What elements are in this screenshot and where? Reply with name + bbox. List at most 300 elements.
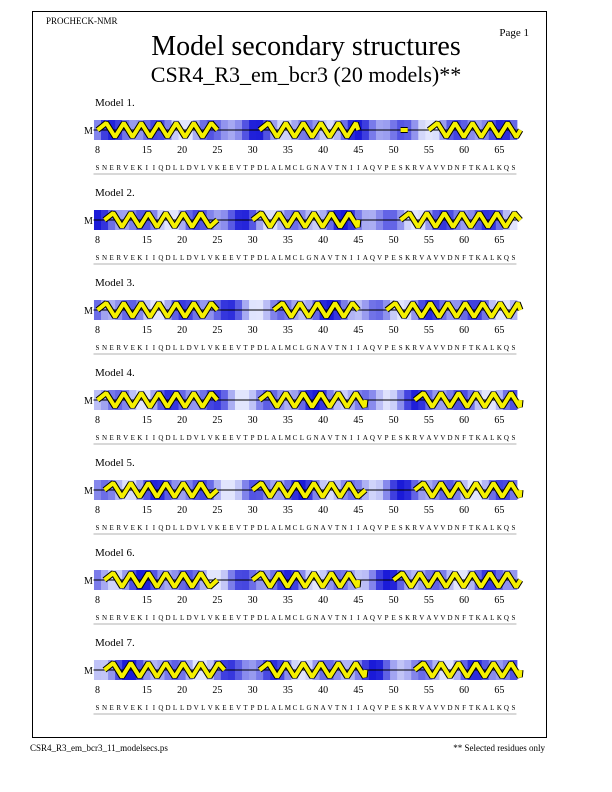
sequence-letter: L [179,614,185,622]
sequence-letter: E [130,704,135,712]
sequence-letter: D [447,704,453,712]
sequence-letter: M [284,254,291,262]
residue-number-tick: 40 [318,145,329,156]
sequence-letter: S [398,614,403,622]
sequence-letter: N [313,254,319,262]
model-plot [84,457,521,534]
sequence-letter: I [350,254,353,262]
sequence-letter: I [350,344,353,352]
sequence-letter: Q [158,704,164,712]
sequence-letter: K [405,614,411,622]
sequence-letter: G [306,704,312,712]
row-marker: M [84,306,93,317]
sequence-letter: I [350,434,353,442]
sequence-letter: V [376,164,383,172]
residue-number-tick: 60 [459,685,470,696]
sequence-letter: V [376,434,383,442]
sequence-letter: G [306,164,312,172]
sequence-letter: E [222,524,227,532]
sequence-letter: A [362,164,368,172]
sequence-letter: K [137,524,143,532]
sequence-letter: K [137,434,143,442]
sequence-letter: V [235,704,242,712]
sequence-letter: Q [369,164,375,172]
sequence-letter: V [440,434,446,442]
sequence-letter: K [496,254,502,262]
row-marker: M [84,576,93,587]
sequence-letter: P [250,524,255,532]
sequence-letter: V [193,524,199,532]
sequence-letter: N [313,524,319,532]
sequence-letter: K [137,704,143,712]
sequence-letter: L [201,704,206,712]
sequence-letter: L [201,164,206,172]
sequence-letter: V [123,164,129,172]
row-marker: M [84,216,93,227]
sequence-letter: Q [369,614,375,622]
sequence-letter: N [313,614,319,622]
sequence-letter: A [426,524,432,532]
sequence-letter: K [405,704,411,712]
sequence-letter: S [511,344,516,352]
residue-number-tick: 55 [423,145,434,156]
sequence-letter: E [391,434,396,442]
sequence-letter: T [243,434,248,442]
sequence-letter: V [419,344,425,352]
sequence-letter: A [426,164,432,172]
sequence-letter: D [257,524,263,532]
sequence-letter: A [320,524,326,532]
sequence-letter: V [433,434,439,442]
sequence-letter: R [412,524,418,532]
residue-number-tick: 45 [353,415,364,426]
sequence-letter: V [419,254,425,262]
residue-number-tick: 50 [388,595,399,606]
sequence-letter: L [490,254,495,262]
sequence-letter: E [391,344,396,352]
sequence-letter: N [341,344,347,352]
sequence-letter: T [469,164,474,172]
sequence-letter: V [327,164,333,172]
sequence-letter: V [193,344,199,352]
sequence-letter: L [179,434,185,442]
sequence-letter: V [419,164,425,172]
sequence-letter: V [433,344,439,352]
sequence-letter: D [447,164,453,172]
sequence-letter: L [264,254,269,262]
residue-number-tick: 30 [247,595,258,606]
residue-number-tick: 65 [494,505,505,516]
model-label: Model 1. [95,97,135,109]
sequence-letter: P [384,704,389,712]
sequence-letter: T [335,704,340,712]
sequence-letter: K [214,254,220,262]
sequence-letter: A [271,254,277,262]
sequence-letter: K [405,434,411,442]
sequence-letter: I [357,704,360,712]
residue-number-tick: 15 [141,235,152,246]
sequence-letter: V [440,254,446,262]
sequence-letter: S [95,434,100,442]
sequence-letter: T [469,524,474,532]
sequence-letter: V [235,254,242,262]
sequence-letter: D [447,434,453,442]
sequence-letter: Q [503,344,509,352]
sequence-letter: V [433,524,439,532]
sequence-letter: L [264,434,269,442]
residue-number-tick: 45 [353,235,364,246]
sequence-letter: I [145,434,149,442]
sequence-letter: Q [503,434,509,442]
residue-number-tick: 25 [212,505,223,516]
sequence-letter: L [172,434,178,442]
sequence-letter: K [405,164,411,172]
residue-number-tick: 30 [247,325,258,336]
residue-number-tick: 35 [282,325,293,336]
sequence-letter: L [179,164,185,172]
sequence-letter: A [426,434,432,442]
residue-number-tick: 30 [247,505,258,516]
sequence-letter: E [222,434,227,442]
row-marker: M [84,126,93,137]
sequence-letter: K [475,614,481,622]
sequence-letter: T [335,254,340,262]
sequence-letter: I [357,614,360,622]
sequence-letter: I [357,164,360,172]
sequence-letter: V [440,524,446,532]
residue-number-tick: 15 [141,505,152,516]
sequence-letter: E [130,164,135,172]
sequence-letter: V [440,344,446,352]
sequence-letter: R [116,254,121,262]
sequence-letter: A [426,344,432,352]
sequence-letter: N [454,614,460,622]
sequence-letter: A [482,164,488,172]
sequence-letter: M [284,164,291,172]
sequence-letter: I [350,164,353,172]
sequence-letter: T [335,434,340,442]
sequence-letter: V [433,254,439,262]
sequence-letter: M [284,614,291,622]
sequence-letter: A [482,614,488,622]
sequence-letter: Q [158,524,164,532]
residue-number-tick: 30 [247,685,258,696]
sequence-letter: K [475,254,481,262]
sequence-letter: K [214,434,220,442]
residue-number-tick: 20 [177,595,188,606]
sequence-letter: R [116,524,121,532]
sequence-letter: N [341,254,347,262]
sequence-letter: F [462,704,467,712]
sequence-letter: P [250,344,255,352]
sequence-letter: L [179,704,185,712]
sequence-letter: D [186,164,192,172]
model-plot [84,637,521,714]
residue-number-tick: 15 [141,595,152,606]
sequence-letter: N [341,164,347,172]
sequence-letter: N [102,344,108,352]
sequence-letter: P [250,614,255,622]
sequence-letter: Q [369,254,375,262]
residue-number-tick: 20 [177,505,188,516]
sequence-letter: N [341,434,347,442]
sequence-letter: E [391,524,396,532]
sequence-letter: T [243,704,248,712]
sequence-letter: M [284,344,291,352]
residue-number-tick: 40 [318,415,329,426]
sequence-letter: K [214,344,220,352]
sequence-letter: L [490,524,495,532]
residue-number-tick: 35 [282,145,293,156]
sequence-letter: D [257,344,263,352]
residue-number-tick: 55 [423,505,434,516]
sequence-letter: R [412,614,418,622]
sequence-letter: L [490,434,495,442]
sequence-letter: T [469,254,474,262]
sequence-letter: K [475,524,481,532]
sequence-letter: S [511,434,516,442]
residue-number-tick: 50 [388,505,399,516]
sequence-letter: V [440,164,446,172]
page-number: Page 1 [499,27,529,39]
sequence-letter: L [278,254,283,262]
sequence-letter: V [207,434,213,442]
sequence-letter: N [102,524,108,532]
sequence-letter: P [250,434,255,442]
sequence-letter: I [152,704,156,712]
sequence-letter: N [102,704,108,712]
sequence-letter: F [462,254,467,262]
sequence-letter: E [109,254,114,262]
sequence-letter: C [292,614,298,622]
sequence-letter: L [172,704,178,712]
sequence-letter: V [376,614,383,622]
residue-number-tick: 40 [318,595,329,606]
sequence-letter: V [207,704,213,712]
sequence-letter: I [145,704,149,712]
sequence-letter: A [482,434,488,442]
sequence-letter: E [229,254,234,262]
sequence-letter: I [152,614,156,622]
sequence-letter: V [327,614,333,622]
sequence-letter: V [235,164,242,172]
sequence-letter: A [362,524,368,532]
sequence-letter: F [462,344,467,352]
sequence-letter: T [335,344,340,352]
sequence-letter: L [490,344,495,352]
sequence-letter: I [145,344,149,352]
residue-number-tick: 65 [494,145,505,156]
sequence-letter: V [123,614,129,622]
residue-number-tick: 20 [177,145,188,156]
sequence-letter: D [257,614,263,622]
sequence-letter: D [186,704,192,712]
page-subtitle: CSR4_R3_em_bcr3 (20 models)** [150,62,462,87]
sequence-letter: V [123,344,129,352]
sequence-letter: A [271,524,277,532]
sequence-letter: S [95,614,100,622]
sequence-letter: I [357,254,360,262]
sequence-letter: L [278,434,283,442]
residue-number-tick: 65 [494,415,505,426]
residue-number-tick: 8 [95,145,100,156]
residue-number-tick: 65 [494,595,505,606]
sequence-letter: P [384,614,389,622]
sequence-letter: S [95,164,100,172]
sequence-letter: C [292,164,298,172]
residue-number-tick: 8 [95,415,100,426]
sequence-letter: Q [158,614,164,622]
sequence-letter: D [447,344,453,352]
sequence-letter: L [299,704,305,712]
sequence-letter: R [116,614,121,622]
residue-number-tick: 35 [282,685,293,696]
residue-number-tick: 15 [141,145,152,156]
residue-number-tick: 35 [282,595,293,606]
sequence-letter: L [299,434,305,442]
sequence-letter: L [179,344,185,352]
residue-number-tick: 8 [95,325,100,336]
sequence-letter: L [201,434,206,442]
sequence-letter: L [172,254,178,262]
sequence-letter: S [398,164,403,172]
sequence-letter: G [306,434,312,442]
sequence-letter: K [475,434,481,442]
sequence-letter: E [229,524,234,532]
sequence-letter: E [229,344,234,352]
sequence-letter: P [384,434,389,442]
residue-number-tick: 8 [95,595,100,606]
sequence-letter: R [116,434,121,442]
sequence-letter: L [264,614,269,622]
sequence-letter: L [201,344,206,352]
sequence-letter: V [327,434,333,442]
sequence-letter: N [313,164,319,172]
sequence-letter: R [412,164,418,172]
sequence-letter: C [292,704,298,712]
sequence-letter: K [475,164,481,172]
sequence-letter: E [109,614,114,622]
sequence-letter: G [306,254,312,262]
sequence-letter: A [271,434,277,442]
sequence-letter: V [193,254,199,262]
residue-number-tick: 65 [494,685,505,696]
model-plot [84,97,521,174]
sequence-letter: T [243,254,248,262]
sequence-letter: E [109,434,114,442]
sequence-letter: V [235,344,242,352]
sequence-letter: E [109,524,114,532]
sequence-letter: V [419,524,425,532]
sequence-letter: Q [369,434,375,442]
page-title: Model secondary structures [151,31,461,62]
sequence-letter: Q [158,434,164,442]
sequence-letter: I [152,524,156,532]
sequence-letter: D [165,524,171,532]
sequence-letter: E [391,704,396,712]
residue-number-tick: 35 [282,235,293,246]
sequence-letter: L [278,344,283,352]
sequence-letter: L [278,614,283,622]
sequence-letter: K [214,524,220,532]
sequence-letter: R [116,704,121,712]
sequence-letter: E [229,434,234,442]
sequence-letter: S [95,524,100,532]
footer-filename: CSR4_R3_em_bcr3_11_modelsecs.ps [30,743,168,753]
sequence-letter: V [327,344,333,352]
sequence-letter: T [335,614,340,622]
row-marker: M [84,396,93,407]
sequence-letter: S [95,344,100,352]
sequence-letter: A [482,254,488,262]
residue-number-tick: 60 [459,595,470,606]
sequence-letter: Q [503,614,509,622]
residue-number-tick: 15 [141,415,152,426]
sequence-letter: R [412,254,418,262]
sequence-letter: F [462,524,467,532]
footer-note: ** Selected residues only [453,743,545,753]
sequence-letter: S [95,704,100,712]
sequence-letter: A [362,434,368,442]
sequence-letter: K [496,164,502,172]
sequence-letter: E [391,614,396,622]
sequence-letter: R [116,344,121,352]
sequence-letter: K [496,344,502,352]
program-name: PROCHECK-NMR [46,16,118,26]
residue-number-tick: 25 [212,595,223,606]
sequence-letter: L [299,524,305,532]
sequence-letter: I [357,434,360,442]
sequence-letter: F [462,614,467,622]
sequence-letter: R [412,434,418,442]
sequence-letter: N [341,614,347,622]
sequence-letter: K [405,254,411,262]
model-label: Model 2. [95,187,135,199]
sequence-letter: I [145,254,149,262]
sequence-letter: V [123,704,129,712]
sequence-letter: V [235,524,242,532]
residue-number-tick: 15 [141,685,152,696]
sequence-letter: K [496,524,502,532]
sequence-letter: N [313,704,319,712]
sequence-letter: A [320,254,326,262]
sequence-letter: D [165,254,171,262]
residue-number-tick: 45 [353,145,364,156]
sequence-letter: S [95,254,100,262]
sequence-letter: L [278,164,283,172]
sequence-letter: E [229,614,234,622]
sequence-letter: I [350,614,353,622]
sequence-letter: A [271,704,277,712]
sequence-letter: D [447,524,453,532]
sequence-letter: T [469,614,474,622]
model-plot [84,367,521,444]
sequence-letter: A [362,614,368,622]
sequence-letter: K [137,164,143,172]
sequence-letter: Q [158,164,164,172]
residue-number-tick: 60 [459,505,470,516]
model-label: Model 3. [95,277,135,289]
sequence-letter: D [165,164,171,172]
sequence-letter: L [172,614,178,622]
sequence-letter: V [327,524,333,532]
sequence-letter: L [299,344,305,352]
residue-number-tick: 55 [423,325,434,336]
sequence-letter: T [243,614,248,622]
sequence-letter: P [384,344,389,352]
sequence-letter: Q [158,254,164,262]
residue-number-tick: 45 [353,685,364,696]
